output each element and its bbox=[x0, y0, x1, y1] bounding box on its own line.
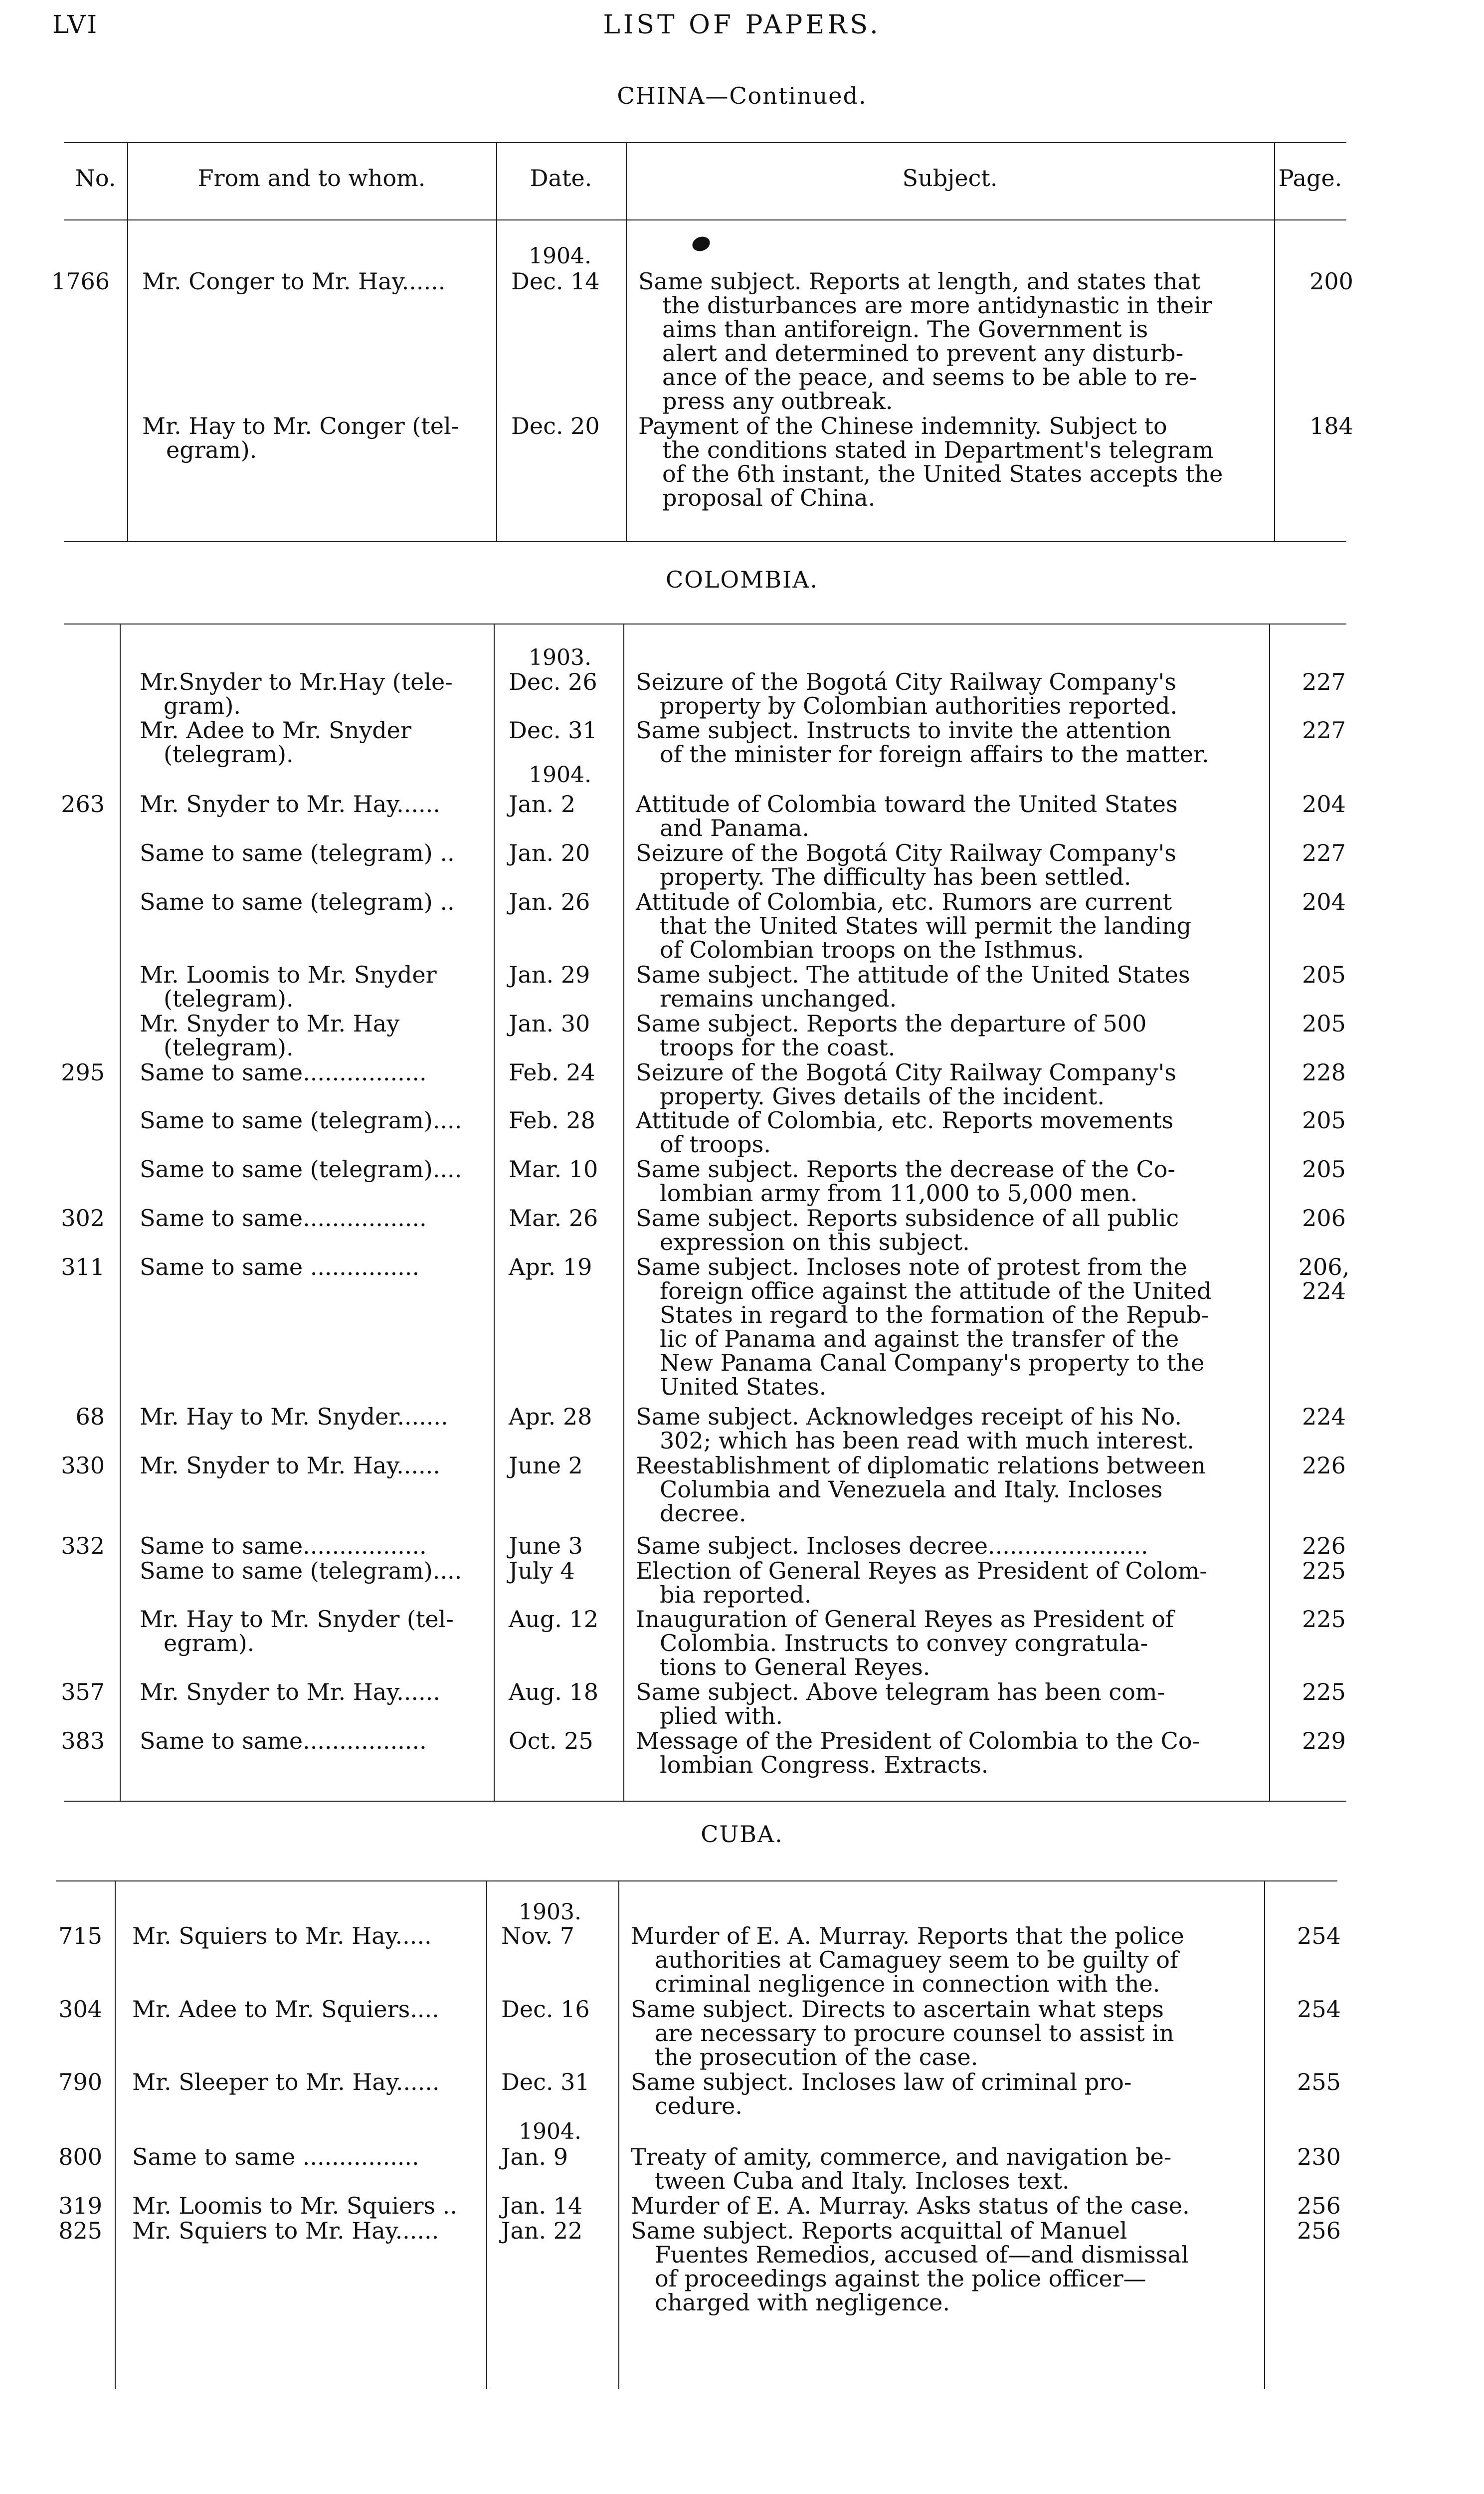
row-date: July 4 bbox=[509, 1557, 575, 1584]
col-head-no: No. bbox=[75, 165, 116, 192]
row-subject: Treaty of amity, commerce, and navigation be- tween Cuba and Italy. Incloses text. bbox=[631, 2143, 1172, 2194]
row-number: 263 bbox=[61, 791, 105, 818]
year-label: 1904. bbox=[529, 243, 591, 269]
row-subject: Same subject. Incloses note of protest from the foreign office against the attitude of the United States in regard to the formation of the Repub- lic of Panama and against the transfer of the New Panama Canal Company's property to the United States. bbox=[636, 1253, 1212, 1400]
row-date: Aug. 18 bbox=[509, 1678, 599, 1705]
row-date: Aug. 12 bbox=[509, 1606, 599, 1633]
row-page: 256 bbox=[1297, 2217, 1341, 2244]
row-from-to: Same to same................. bbox=[140, 1532, 427, 1559]
row-page: 254 bbox=[1297, 1922, 1341, 1949]
row-number: 68 bbox=[75, 1403, 105, 1430]
row-page: 205 bbox=[1302, 1107, 1346, 1134]
row-page: 256 bbox=[1297, 2192, 1341, 2219]
col-head-subject: Subject. bbox=[902, 165, 998, 192]
col-divider bbox=[618, 1880, 619, 2389]
col-divider bbox=[127, 142, 128, 541]
row-subject: Message of the President of Colombia to the Co- lombian Congress. Extracts. bbox=[636, 1727, 1200, 1778]
row-number: 330 bbox=[61, 1452, 105, 1479]
row-subject: Seizure of the Bogotá City Railway Company's property. Gives details of the incident. bbox=[636, 1059, 1176, 1110]
year-label: 1904. bbox=[529, 762, 591, 788]
row-subject: Election of General Reyes as President of Colom- bia reported. bbox=[636, 1557, 1207, 1608]
row-number: 1766 bbox=[51, 268, 110, 295]
row-from-to: Mr.Snyder to Mr.Hay (tele- gram). bbox=[140, 668, 453, 719]
row-from-to: Mr. Squiers to Mr. Hay...... bbox=[132, 2217, 439, 2244]
row-from-to: Mr. Hay to Mr. Snyder (tel- egram). bbox=[140, 1606, 454, 1657]
row-date: June 2 bbox=[509, 1452, 583, 1479]
row-page: 204 bbox=[1302, 791, 1346, 818]
row-date: Dec. 16 bbox=[501, 1996, 590, 2023]
col-divider bbox=[486, 1880, 487, 2389]
row-date: Dec. 31 bbox=[509, 717, 597, 744]
row-page: 200 bbox=[1309, 268, 1353, 295]
row-subject: Seizure of the Bogotá City Railway Company's property by Colombian authorities reported. bbox=[636, 668, 1178, 719]
row-subject: Murder of E. A. Murray. Asks status of the case. bbox=[631, 2192, 1190, 2219]
col-divider bbox=[115, 1880, 116, 2389]
row-from-to: Mr. Snyder to Mr. Hay...... bbox=[140, 1678, 440, 1705]
row-subject: Same subject. Directs to ascertain what steps are necessary to procure counsel to assist in the prosecution of the case. bbox=[631, 1996, 1174, 2071]
row-page: 206, 224 bbox=[1298, 1253, 1350, 1304]
row-page: 229 bbox=[1302, 1727, 1346, 1754]
row-from-to: Mr. Snyder to Mr. Hay (telegram). bbox=[140, 1010, 400, 1061]
row-page: 227 bbox=[1302, 717, 1346, 744]
row-subject: Inauguration of General Reyes as President of Colombia. Instructs to convey congratula- tions to General Reyes. bbox=[636, 1606, 1174, 1680]
col-divider bbox=[1264, 1880, 1265, 2389]
row-page: 205 bbox=[1302, 961, 1346, 988]
row-date: Jan. 2 bbox=[509, 791, 576, 818]
row-page: 225 bbox=[1302, 1557, 1346, 1584]
row-date: Jan. 29 bbox=[509, 961, 590, 988]
row-date: Jan. 20 bbox=[509, 839, 590, 866]
row-date: Jan. 9 bbox=[501, 2143, 568, 2170]
row-page: 224 bbox=[1302, 1403, 1346, 1430]
row-date: Jan. 26 bbox=[509, 888, 590, 915]
year-label: 1903. bbox=[519, 1899, 581, 1925]
row-from-to: Mr. Sleeper to Mr. Hay...... bbox=[132, 2069, 440, 2095]
row-number: 332 bbox=[61, 1532, 105, 1559]
row-date: June 3 bbox=[509, 1532, 583, 1559]
section-title-cuba: CUBA. bbox=[701, 1821, 783, 1848]
row-from-to: Mr. Hay to Mr. Conger (tel- egram). bbox=[142, 413, 459, 463]
row-from-to: Same to same (telegram).... bbox=[140, 1557, 462, 1584]
row-from-to: Mr. Snyder to Mr. Hay...... bbox=[140, 1452, 440, 1479]
row-from-to: Same to same................. bbox=[140, 1205, 427, 1232]
row-date: Jan. 30 bbox=[509, 1010, 590, 1037]
row-from-to: Same to same ................ bbox=[132, 2143, 419, 2170]
section-title-china: CHINA—Continued. bbox=[617, 82, 867, 109]
row-from-to: Same to same ............... bbox=[140, 1253, 420, 1280]
col-divider bbox=[1269, 624, 1270, 1801]
row-date: Apr. 19 bbox=[509, 1253, 592, 1280]
row-subject: Attitude of Colombia toward the United States and Panama. bbox=[636, 791, 1178, 841]
row-page: 226 bbox=[1302, 1452, 1346, 1479]
row-date: Apr. 28 bbox=[509, 1403, 592, 1430]
row-page: 227 bbox=[1302, 839, 1346, 866]
row-number: 800 bbox=[58, 2143, 102, 2170]
row-number: 825 bbox=[58, 2217, 102, 2244]
row-date: Dec. 20 bbox=[511, 413, 600, 439]
row-from-to: Same to same (telegram) .. bbox=[140, 839, 455, 866]
row-subject: Same subject. The attitude of the United States remains unchanged. bbox=[636, 961, 1190, 1012]
row-from-to: Same to same (telegram) .. bbox=[140, 888, 455, 915]
row-subject: Murder of E. A. Murray. Reports that the police authorities at Camaguey seem to be guilty of criminal negligence in connection with the. bbox=[631, 1922, 1184, 1997]
row-subject: Same subject. Incloses decree...................... bbox=[636, 1532, 1148, 1559]
row-subject: Same subject. Reports the decrease of the Co- lombian army from 11,000 to 5,000 men. bbox=[636, 1156, 1175, 1207]
row-page: 206 bbox=[1302, 1205, 1346, 1232]
col-head-date: Date. bbox=[530, 165, 592, 192]
row-page: 228 bbox=[1302, 1059, 1346, 1086]
row-page: 254 bbox=[1297, 1996, 1341, 2023]
row-subject: Same subject. Reports the departure of 500 troops for the coast. bbox=[636, 1010, 1147, 1061]
row-number: 790 bbox=[58, 2069, 102, 2095]
row-subject: Attitude of Colombia, etc. Rumors are current that the United States will permit the landing of Colombian troops on the Isthmus. bbox=[636, 888, 1192, 963]
col-divider bbox=[623, 624, 624, 1801]
row-date: Mar. 10 bbox=[509, 1156, 598, 1183]
row-subject: Same subject. Reports acquittal of Manuel Fuentes Remedios, accused of—and dismissal of proceedings against the police officer— charged with negligence. bbox=[631, 2217, 1189, 2316]
page-title: LIST OF PAPERS. bbox=[603, 10, 881, 40]
china-bottom-rule bbox=[64, 541, 1346, 542]
row-page: 184 bbox=[1309, 413, 1353, 439]
col-divider bbox=[120, 624, 121, 1801]
row-number: 311 bbox=[61, 1253, 105, 1280]
row-date: Feb. 24 bbox=[509, 1059, 595, 1086]
row-from-to: Mr. Adee to Mr. Squiers.... bbox=[132, 1996, 439, 2023]
col-divider bbox=[1274, 142, 1275, 541]
row-number: 715 bbox=[58, 1922, 102, 1949]
row-from-to: Same to same................. bbox=[140, 1059, 427, 1086]
row-from-to: Mr. Loomis to Mr. Snyder (telegram). bbox=[140, 961, 437, 1012]
row-subject: Same subject. Reports at length, and states that the disturbances are more antidynastic in their aims than antiforeign. The Government is alert and determined to prevent any disturb- ance of the peace, and seems to be able to re- press any outbreak. bbox=[638, 268, 1212, 415]
row-from-to: Same to same (telegram).... bbox=[140, 1156, 462, 1183]
row-page: 205 bbox=[1302, 1010, 1346, 1037]
row-from-to: Mr. Conger to Mr. Hay...... bbox=[142, 268, 446, 295]
row-date: Dec. 26 bbox=[509, 668, 597, 695]
row-date: Jan. 22 bbox=[501, 2217, 583, 2244]
row-page: 230 bbox=[1297, 2143, 1341, 2170]
row-subject: Seizure of the Bogotá City Railway Company's property. The difficulty has been settled. bbox=[636, 839, 1176, 890]
page-label: LVI bbox=[52, 10, 99, 39]
row-subject: Same subject. Incloses law of criminal pro- cedure. bbox=[631, 2069, 1132, 2119]
cuba-top-rule bbox=[56, 1880, 1337, 1881]
section-title-colombia: COLOMBIA. bbox=[665, 566, 819, 593]
row-date: Nov. 7 bbox=[501, 1922, 574, 1949]
row-number: 319 bbox=[58, 2192, 102, 2219]
row-page: 226 bbox=[1302, 1532, 1346, 1559]
row-date: Dec. 14 bbox=[511, 268, 600, 295]
row-date: Oct. 25 bbox=[509, 1727, 593, 1754]
row-date: Dec. 31 bbox=[501, 2069, 590, 2095]
row-subject: Reestablishment of diplomatic relations between Columbia and Venezuela and Italy. Incloses decree. bbox=[636, 1452, 1206, 1527]
row-from-to: Mr. Hay to Mr. Snyder....... bbox=[140, 1403, 448, 1430]
row-page: 225 bbox=[1302, 1606, 1346, 1633]
row-date: Jan. 14 bbox=[501, 2192, 583, 2219]
row-from-to: Mr. Squiers to Mr. Hay..... bbox=[132, 1922, 432, 1949]
row-subject: Same subject. Reports subsidence of all public expression on this subject. bbox=[636, 1205, 1179, 1255]
row-from-to: Mr. Adee to Mr. Snyder (telegram). bbox=[140, 717, 411, 768]
ink-blot bbox=[690, 234, 712, 254]
row-number: 304 bbox=[58, 1996, 102, 2023]
row-from-to: Mr. Loomis to Mr. Squiers .. bbox=[132, 2192, 457, 2219]
year-label: 1903. bbox=[529, 645, 591, 670]
row-page: 205 bbox=[1302, 1156, 1346, 1183]
row-page: 204 bbox=[1302, 888, 1346, 915]
row-subject: Same subject. Instructs to invite the attention of the minister for foreign affairs to the matter. bbox=[636, 717, 1209, 768]
row-date: Feb. 28 bbox=[509, 1107, 595, 1134]
col-divider bbox=[626, 142, 627, 541]
row-from-to: Same to same (telegram).... bbox=[140, 1107, 462, 1134]
col-head-from: From and to whom. bbox=[197, 165, 426, 192]
row-date: Mar. 26 bbox=[509, 1205, 598, 1232]
colombia-bottom-rule bbox=[64, 1801, 1346, 1802]
row-from-to: Mr. Snyder to Mr. Hay...... bbox=[140, 791, 440, 818]
year-label: 1904. bbox=[519, 2119, 581, 2144]
row-subject: Same subject. Above telegram has been com- plied with. bbox=[636, 1678, 1165, 1729]
row-number: 357 bbox=[61, 1678, 105, 1705]
col-divider bbox=[494, 624, 495, 1801]
row-number: 295 bbox=[61, 1059, 105, 1086]
col-head-page: Page. bbox=[1278, 165, 1342, 192]
row-page: 225 bbox=[1302, 1678, 1346, 1705]
row-page: 255 bbox=[1297, 2069, 1341, 2095]
table-top-rule bbox=[64, 142, 1346, 143]
row-subject: Same subject. Acknowledges receipt of his No. 302; which has been read with much interest. bbox=[636, 1403, 1194, 1454]
row-subject: Attitude of Colombia, etc. Reports movements of troops. bbox=[636, 1107, 1174, 1158]
row-from-to: Same to same................. bbox=[140, 1727, 427, 1754]
row-number: 383 bbox=[61, 1727, 105, 1754]
header-bottom-rule bbox=[64, 219, 1346, 220]
col-divider bbox=[496, 142, 497, 541]
row-subject: Payment of the Chinese indemnity. Subject to the conditions stated in Department's telegram of the 6th instant, the United States accepts the proposal of China. bbox=[638, 413, 1223, 511]
row-number: 302 bbox=[61, 1205, 105, 1232]
row-page: 227 bbox=[1302, 668, 1346, 695]
